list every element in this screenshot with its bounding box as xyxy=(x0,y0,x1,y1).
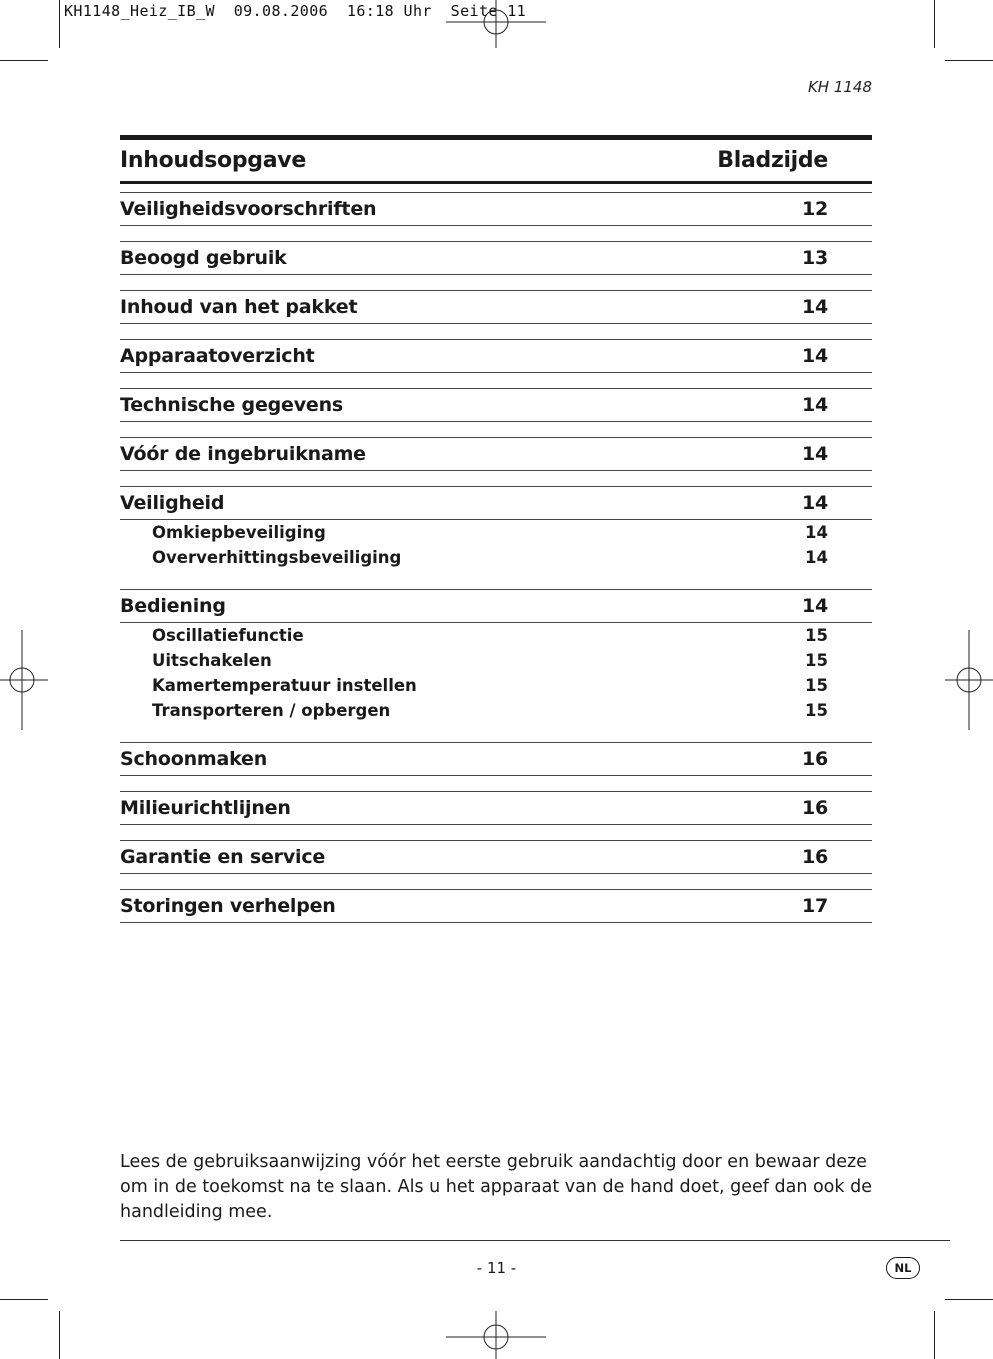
toc-section xyxy=(120,589,872,727)
toc-entry[interactable] xyxy=(120,193,872,225)
section-bottom-rule xyxy=(120,873,872,874)
toc-subentry-page: 15 xyxy=(805,651,828,670)
section-bottom-rule xyxy=(120,225,872,226)
model-number: KH 1148 xyxy=(807,78,872,96)
toc-sections xyxy=(120,192,872,923)
toc-subentry-label: Omkiepbeveiliging xyxy=(152,523,326,542)
toc-header xyxy=(120,140,872,181)
toc-subentry-label: Kamertemperatuur instellen xyxy=(152,676,417,695)
toc-entry[interactable] xyxy=(120,340,872,372)
section-bottom-rule xyxy=(120,824,872,825)
toc-entry-label: Schoonmaken xyxy=(120,748,268,770)
toc-title: Inhoudsopgave xyxy=(120,148,306,173)
toc-entry-page: 12 xyxy=(801,198,828,220)
toc-subentry-label: Uitschakelen xyxy=(152,651,272,670)
toc-subentry[interactable] xyxy=(120,648,872,673)
toc-subentry-page: 14 xyxy=(805,523,828,542)
toc-subentry-page: 15 xyxy=(805,701,828,720)
toc-subentry[interactable] xyxy=(120,520,872,545)
section-bottom-rule xyxy=(120,323,872,324)
print-slug: KH1148_Heiz_IB_W 09.08.2006 16:18 Uhr Seite 11 xyxy=(64,2,527,20)
toc-subentries xyxy=(120,623,872,727)
toc-entry-label: Inhoud van het pakket xyxy=(120,296,358,318)
intro-paragraph: Lees de gebruiksaanwijzing vóór het eerste gebruik aandachtig door en bewaar deze om in de toekomst na te slaan. Als u het apparaat van de hand doet, geef dan ook de handleiding mee. xyxy=(120,1152,872,1222)
toc-subentry[interactable] xyxy=(120,673,872,698)
toc-entry[interactable] xyxy=(120,389,872,421)
section-bottom-rule xyxy=(120,274,872,275)
registration-mark-right-icon xyxy=(945,630,993,730)
toc-entry-page: 13 xyxy=(801,247,828,269)
toc-subentry-page: 15 xyxy=(805,626,828,645)
toc-subentries xyxy=(120,520,872,574)
toc-entry-label: Garantie en service xyxy=(120,846,326,868)
toc-entry-page: 14 xyxy=(801,394,828,416)
language-badge: NL xyxy=(886,1257,920,1279)
toc-entry-label: Apparaatoverzicht xyxy=(120,345,315,367)
toc-subentry-label: Oscillatiefunctie xyxy=(152,626,304,645)
toc-entry-page: 16 xyxy=(801,797,828,819)
toc-subentry-label: Oververhittingsbeveiliging xyxy=(152,548,402,567)
toc-header-rule xyxy=(120,181,872,184)
section-bottom-rule xyxy=(120,775,872,776)
toc-entry-label: Vóór de ingebruikname xyxy=(120,443,366,465)
toc-section xyxy=(120,241,872,275)
toc-entry[interactable] xyxy=(120,438,872,470)
toc-entry[interactable] xyxy=(120,487,872,519)
toc-entry-label: Veiligheidsvoorschriften xyxy=(120,198,377,220)
toc-section xyxy=(120,192,872,226)
toc-section xyxy=(120,388,872,422)
toc-section xyxy=(120,290,872,324)
registration-mark-top-icon xyxy=(446,0,546,48)
toc-subentry-label: Transporteren / opbergen xyxy=(152,701,391,720)
section-bottom-rule xyxy=(120,372,872,373)
toc-entry-page: 14 xyxy=(801,492,828,514)
toc-entry[interactable] xyxy=(120,890,872,922)
toc-section xyxy=(120,791,872,825)
footer-rule xyxy=(120,1240,950,1241)
toc-entry-label: Milieurichtlijnen xyxy=(120,797,291,819)
toc-subentry[interactable] xyxy=(120,545,872,570)
toc-entry-page: 14 xyxy=(801,345,828,367)
toc-entry-page: 16 xyxy=(801,846,828,868)
toc-section xyxy=(120,840,872,874)
toc-section xyxy=(120,437,872,471)
toc-page-column-label: Bladzijde xyxy=(717,148,828,173)
registration-mark-bottom-icon xyxy=(446,1311,546,1359)
toc-entry-page: 16 xyxy=(801,748,828,770)
toc-section xyxy=(120,339,872,373)
toc-subentry[interactable] xyxy=(120,623,872,648)
toc-entry[interactable] xyxy=(120,590,872,622)
section-bottom-rule xyxy=(120,922,872,923)
section-bottom-rule xyxy=(120,421,872,422)
toc-entry-label: Bediening xyxy=(120,595,226,617)
toc-entry-label: Technische gegevens xyxy=(120,394,344,416)
page-number: - 11 - xyxy=(476,1259,517,1277)
toc-subentry[interactable] xyxy=(120,698,872,723)
toc-subentry-page: 14 xyxy=(805,548,828,567)
toc-subentry-page: 15 xyxy=(805,676,828,695)
toc-entry[interactable] xyxy=(120,841,872,873)
toc-entry-page: 14 xyxy=(801,595,828,617)
registration-mark-left-icon xyxy=(0,630,48,730)
toc-entry-page: 14 xyxy=(801,443,828,465)
toc-entry-label: Storingen verhelpen xyxy=(120,895,336,917)
toc-entry[interactable] xyxy=(120,792,872,824)
toc-section xyxy=(120,486,872,574)
toc-entry-label: Veiligheid xyxy=(120,492,225,514)
section-bottom-rule xyxy=(120,470,872,471)
toc-section xyxy=(120,742,872,776)
toc-entry[interactable] xyxy=(120,743,872,775)
table-of-contents xyxy=(120,135,872,923)
toc-entry[interactable] xyxy=(120,242,872,274)
toc-entry[interactable] xyxy=(120,291,872,323)
toc-entry-page: 14 xyxy=(801,296,828,318)
toc-entry-label: Beoogd gebruik xyxy=(120,247,287,269)
toc-section xyxy=(120,889,872,923)
toc-entry-page: 17 xyxy=(801,895,828,917)
